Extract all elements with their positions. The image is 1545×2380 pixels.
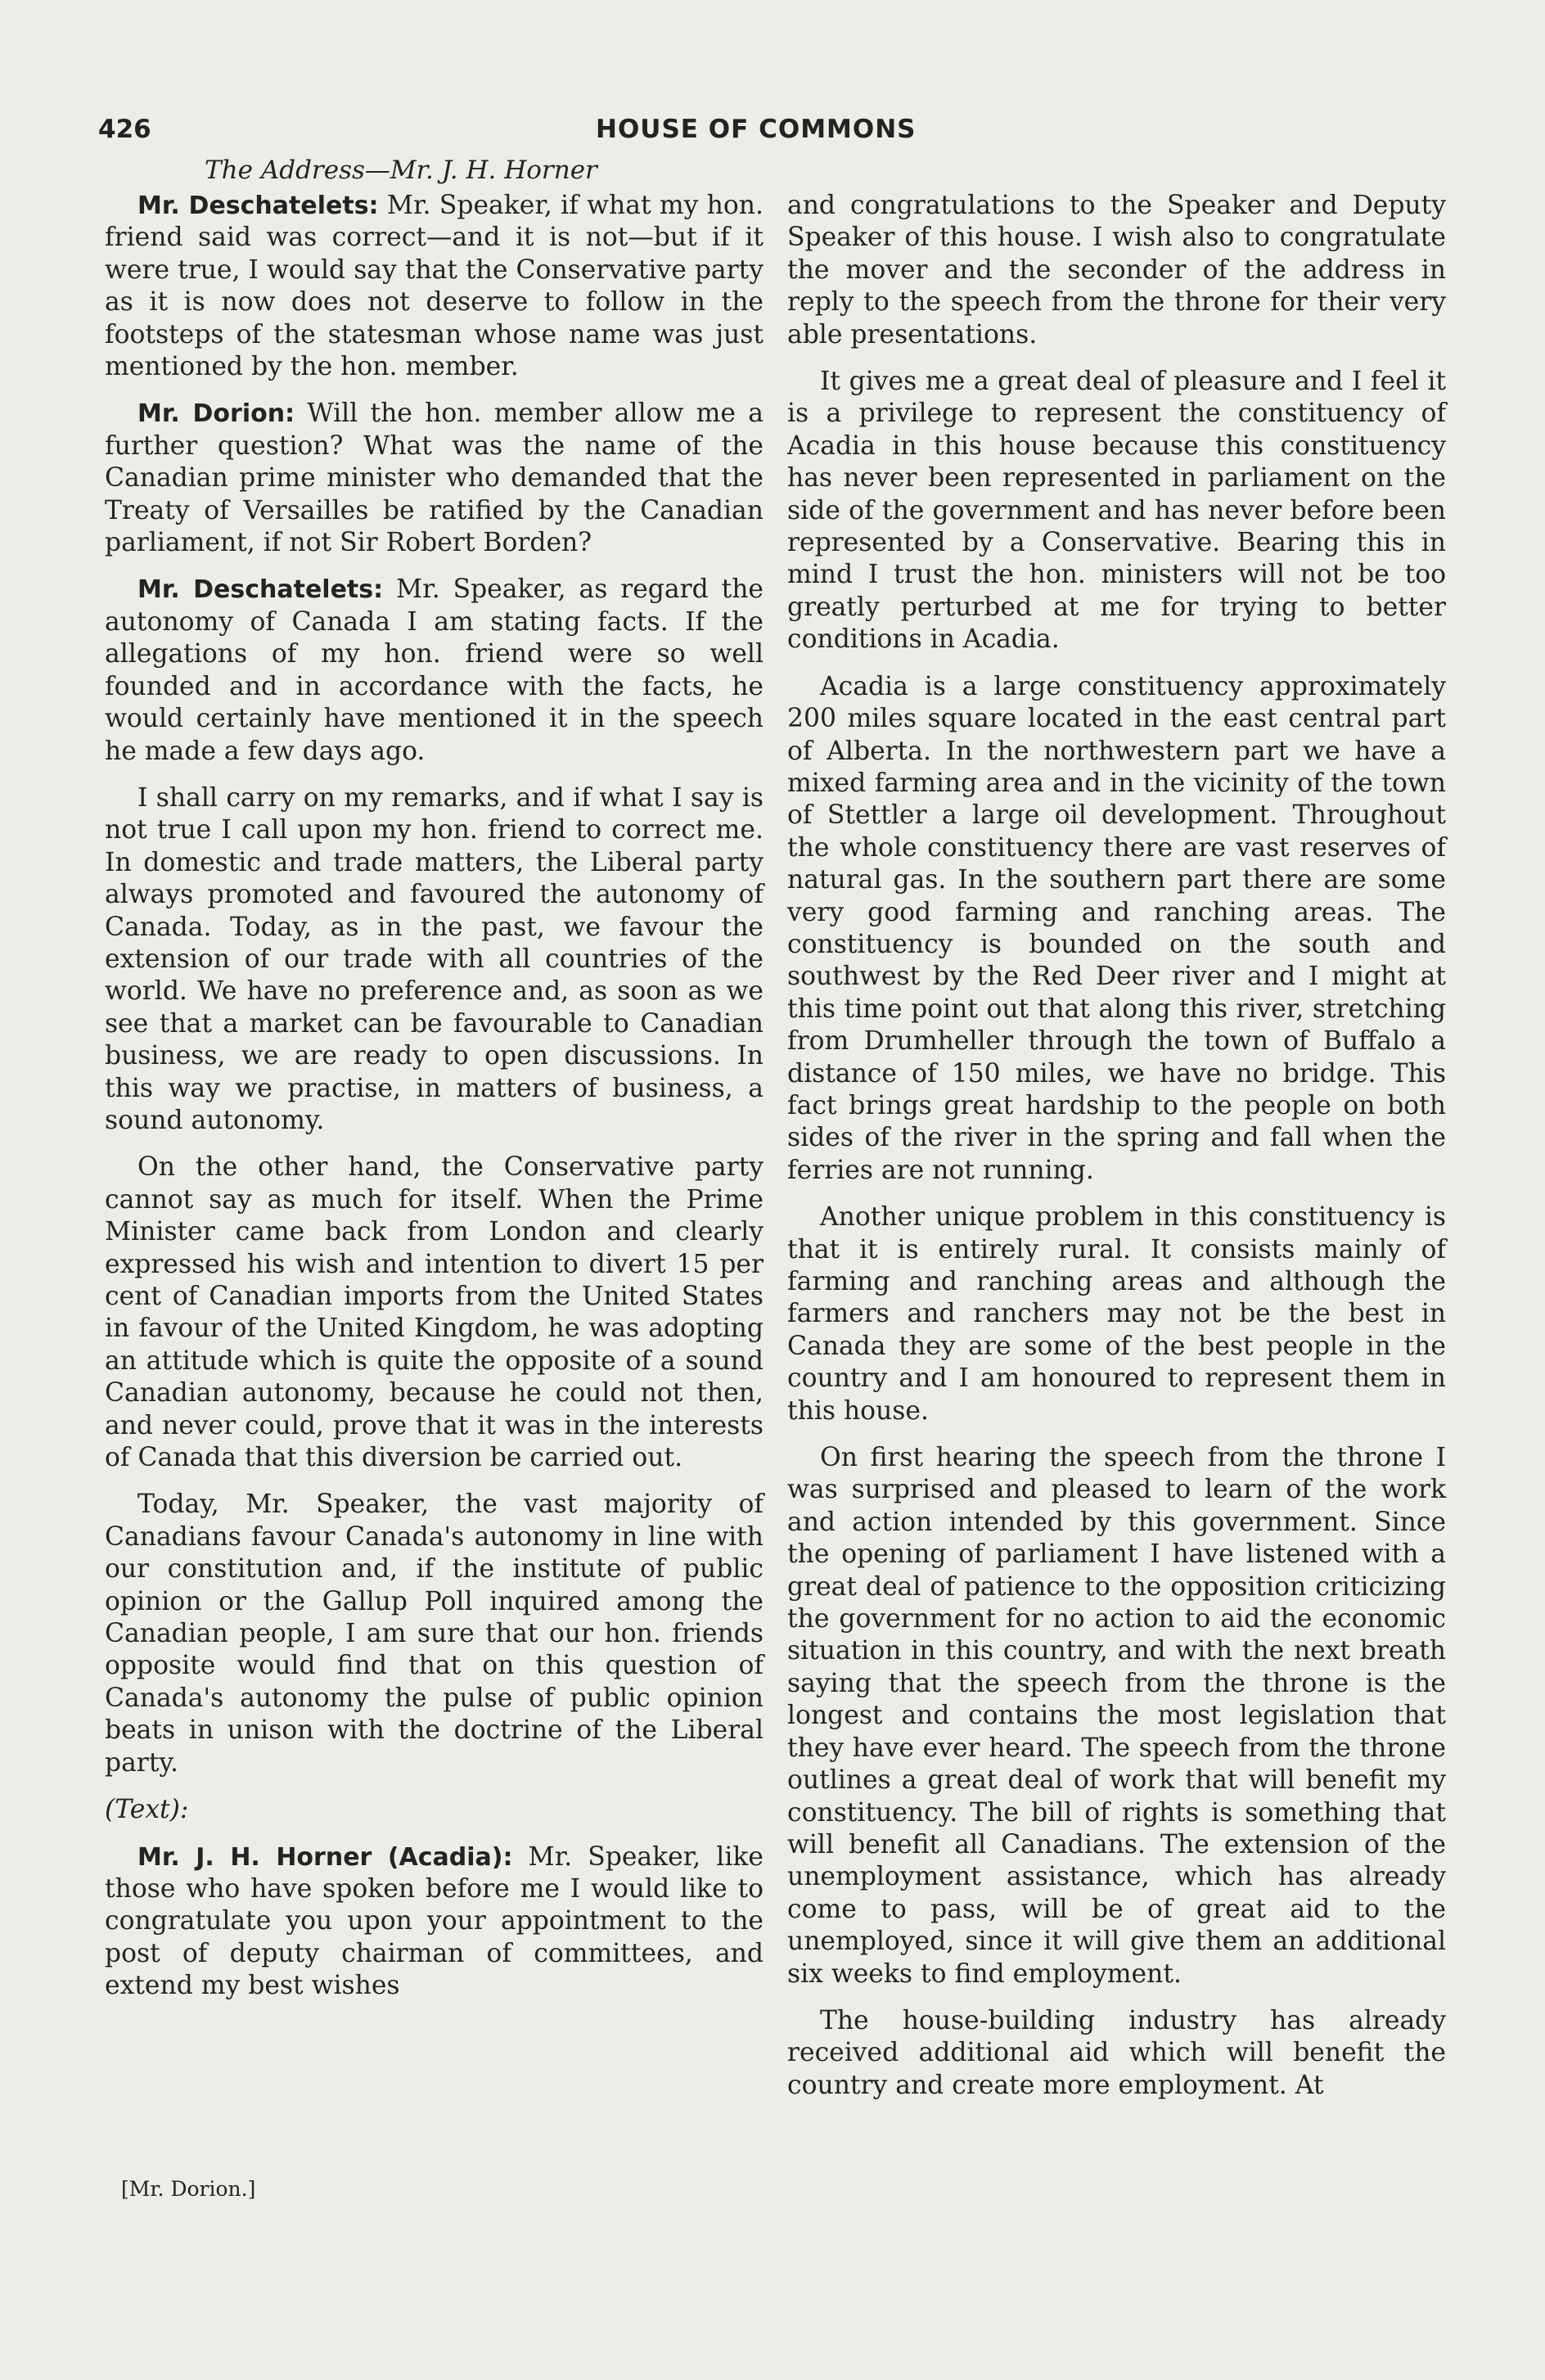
speaker-name: Mr. J. H. Horner (Acadia):	[137, 1842, 513, 1872]
speaker-name: Mr. Dorion:	[137, 399, 295, 429]
paragraph-text: Acadia is a large constituency approximately 200 miles square located in the east central part of Alberta. In the northwestern part we have a mixed farming area and in the vicinity of the town of Stettler a large oil development. Throughout the whole constituency there are vast reserves of natural gas. In the southern part there are some very good farming and ranching areas. The constituency is bounded on the south and southwest by the Red Deer river and I might at this time point out that along this river, stretching from Drumheller through the town of Buffalo a distance of 150 miles, we have no bridge. This fact brings great hardship to the people on both sides of the river in the spring and fall when the ferries are not running.	[787, 671, 1446, 1185]
paragraph	[787, 1201, 1446, 1427]
paragraph-text: Mr. Speaker, like those who have spoken before me I would like to congratulate you upon your appointment to the post of deputy chairman of committees, and extend my best wishes	[105, 1841, 763, 2001]
paragraph-text: On the other hand, the Conservative party cannot say as much for itself. When the Prime Minister came back from London and clearly expressed his wish and intention to divert 15 per cent of Canadian imports from the United States in favour of the United Kingdom, he was adopting an attitude which is quite the opposite of a sound Canadian autonomy, because he could not then, and never could, prove that it was in the interests of Canada that this diversion be carried out.	[105, 1152, 763, 1473]
paragraph-text: I shall carry on my remarks, and if what I say is not true I call upon my hon. friend to correct me. In domestic and trade matters, the Liberal party always promoted and favoured the autonomy of Canada. Today, as in the past, we favour the extension of our trade with all countries of the world. We have no preference and, as soon as we see that a market can be favourable to Canadian business, we are ready to open discussions. In this way we practise, in matters of business, a sound autonomy.	[105, 782, 763, 1135]
paragraph-text: and congratulations to the Speaker and Deputy Speaker of this house. I wish also to congratulate the mover and the seconder of the address in reply to the speech from the throne for their very able presentations.	[787, 191, 1446, 349]
paragraph-text: On first hearing the speech from the throne I was surprised and pleased to learn of the work and action intended by this government. Since the opening of parliament I have listened with a great deal of patience to the opposition criticizing the government for no action to aid the economic situation in this country, and with the next breath saying that the speech from the throne is the longest and contains the most legislation that they have ever heard. The speech from the throne outlines a great deal of work that will benefit my constituency. The bill of rights is something that will benefit all Canadians. The extension of the unemployment assistance, which has already come to pass, will be of great aid to the unemployed, since it will give them an additional six weeks to find employment.	[787, 1443, 1446, 1989]
right-column	[787, 190, 1446, 2116]
paragraph	[105, 782, 763, 1137]
paragraph	[105, 190, 763, 383]
paragraph-text: The house-building industry has already received additional aid which will benefit the country and create more employment. At	[787, 2005, 1446, 2100]
running-head: HOUSE OF COMMONS	[596, 115, 917, 144]
paragraph	[105, 398, 763, 559]
paragraph	[787, 366, 1446, 656]
speaker-name: Mr. Deschatelets:	[137, 575, 384, 605]
left-column	[105, 190, 763, 2017]
paragraph-text: It gives me a great deal of pleasure and I feel it is a privilege to represent the constituency of Acadia in this house because this constituency has never been represented in parliament on the side of the government and has never before been represented by a Conservative. Bearing this in mind I trust the hon. ministers will not be too greatly perturbed at me for trying to better conditions in Acadia.	[787, 367, 1446, 655]
paragraph-text: Today, Mr. Speaker, the vast majority of Canadians favour Canada's autonomy in line with our constitution and, if the institute of public opinion or the Gallup Poll inquired among the Canadian people, I am sure that our hon. friends opposite would find that on this question of Canada's autonomy the pulse of public opinion beats in unison with the doctrine of the Liberal party.	[105, 1490, 763, 1778]
paragraph	[105, 574, 763, 767]
paragraph-text: Mr. Speaker, as regard the autonomy of Canada I am stating facts. If the allegations of my hon. friend were so well founded and in accordance with the facts, he would certainly have mentioned it in the speech he made a few days ago.	[105, 575, 763, 766]
paragraph	[105, 1841, 763, 2003]
paragraph	[787, 671, 1446, 1188]
paragraph	[105, 1152, 763, 1474]
paragraph-text: Mr. Speaker, if what my hon. friend said was correct—and it is not—but if it were true, I would say that the Conservative party as it is now does not deserve to follow in the footsteps of the statesman whose name was just mentioned by the hon. member.	[105, 191, 763, 382]
speaker-name: Mr. Deschatelets:	[137, 192, 379, 220]
paragraph-text: Another unique problem in this constituency is that it is entirely rural. It consists mainly of farming and ranching areas and although the farmers and ranchers may not be the best in Canada they are some of the best people in the country and I am honoured to represent them in this house.	[787, 1202, 1446, 1426]
paragraph	[787, 190, 1446, 351]
page-header	[98, 115, 1448, 156]
page-number: 426	[98, 115, 151, 144]
paragraph	[787, 2005, 1446, 2102]
text-note: (Text):	[105, 1795, 189, 1825]
section-subhead: The Address—Mr. J. H. Horner	[205, 156, 597, 185]
page-footer: [Mr. Dorion.]	[121, 2177, 256, 2201]
paragraph	[105, 1489, 763, 1779]
paragraph	[787, 1442, 1446, 1990]
paragraph-text: Will the hon. member allow me a further question? What was the name of the Canadian prime minister who demanded that the Treaty of Versailles be ratified by the Canadian parliament, if not Sir Robert Borden?	[105, 399, 763, 558]
